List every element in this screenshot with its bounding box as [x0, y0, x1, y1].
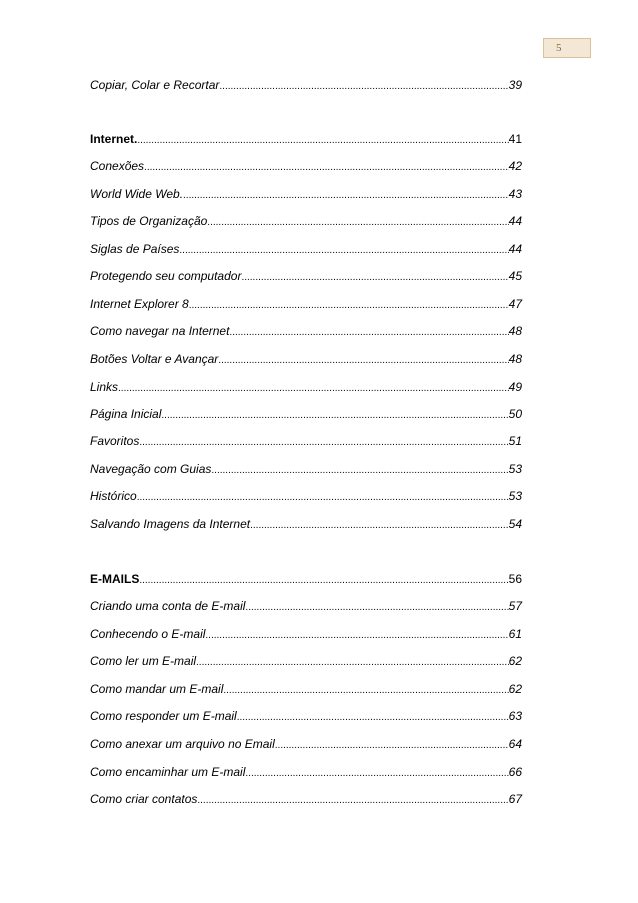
- toc-entry-page: 53: [508, 462, 522, 476]
- toc-entry: [90, 324, 522, 342]
- toc-entry-title: Criando uma conta de E-mail: [90, 599, 246, 613]
- toc-entry: [90, 242, 522, 260]
- toc-entry: [90, 78, 522, 96]
- toc-entry: [90, 572, 522, 590]
- toc-entry: [90, 434, 522, 452]
- toc-entry-page: 43: [508, 187, 522, 201]
- toc-entry-page: 42: [508, 159, 522, 173]
- dot-leader: [189, 300, 509, 311]
- toc-entry-page: 63: [508, 709, 522, 723]
- toc-entry-title: Internet.: [90, 132, 138, 146]
- toc-entry-title: Como ler um E-mail: [90, 654, 197, 668]
- toc-entry: [90, 489, 522, 507]
- dot-leader: [179, 245, 508, 256]
- toc-entry-title: Links: [90, 380, 119, 394]
- toc-entry: [90, 407, 522, 425]
- dot-leader: [219, 81, 508, 92]
- toc-entry-title: Internet Explorer 8: [90, 297, 189, 311]
- toc-entry-page: 49: [508, 380, 522, 394]
- toc-entry: [90, 269, 522, 287]
- toc-entry-page: 64: [508, 737, 522, 751]
- toc-entry: [90, 627, 522, 645]
- toc-entry-title: Salvando Imagens da Internet: [90, 517, 251, 531]
- toc-entry-page: 61: [508, 627, 522, 641]
- toc-entry-page: 53: [508, 489, 522, 503]
- dot-leader: [211, 465, 508, 476]
- dot-leader: [161, 410, 508, 421]
- toc-entry-title: Como responder um E-mail: [90, 709, 237, 723]
- toc-entry-title: Copiar, Colar e Recortar: [90, 78, 220, 92]
- toc-entry-title: Como anexar um arquivo no Email: [90, 737, 275, 751]
- dot-leader: [223, 685, 508, 696]
- toc-entry: [90, 187, 522, 205]
- toc-entry-page: 51: [508, 434, 522, 448]
- toc-entry: [90, 599, 522, 617]
- toc-entry-page: 62: [508, 682, 522, 696]
- toc-entry-page: 44: [508, 214, 522, 228]
- toc-entry-title: Como encaminhar um E-mail: [90, 765, 246, 779]
- dot-leader: [137, 492, 509, 503]
- toc-entry-title: Como navegar na Internet: [90, 324, 230, 338]
- dot-leader: [241, 272, 508, 283]
- dot-leader: [196, 657, 509, 668]
- toc-entry: [90, 792, 522, 810]
- dot-leader: [139, 575, 508, 586]
- toc-entry-title: Como criar contatos: [90, 792, 198, 806]
- toc-entry: [90, 709, 522, 727]
- toc-entry-page: 57: [508, 599, 522, 613]
- toc-entry-title: Histórico: [90, 489, 137, 503]
- toc-entry: [90, 132, 522, 150]
- toc-entry-page: 45: [508, 269, 522, 283]
- toc-entry: [90, 297, 522, 315]
- dot-leader: [207, 217, 508, 228]
- dot-leader: [250, 520, 509, 531]
- dot-leader: [183, 190, 509, 201]
- dot-leader: [229, 327, 508, 338]
- toc-entry: [90, 214, 522, 232]
- toc-entry-title: Siglas de Países: [90, 242, 180, 256]
- toc-entry-page: 62: [508, 654, 522, 668]
- toc-entry-page: 47: [508, 297, 522, 311]
- dot-leader: [245, 768, 508, 779]
- toc-entry: [90, 462, 522, 480]
- page-number-badge: 5: [543, 38, 591, 58]
- dot-leader: [218, 355, 508, 366]
- toc-entry: [90, 380, 522, 398]
- toc-entry: [90, 682, 522, 700]
- toc-entry-page: 50: [508, 407, 522, 421]
- dot-leader: [118, 383, 509, 394]
- toc-entry-title: Tipos de Organização: [90, 214, 208, 228]
- toc-entry-page: 48: [508, 324, 522, 338]
- toc-entry-title: Navegação com Guias: [90, 462, 212, 476]
- toc-entry: [90, 765, 522, 783]
- toc-entry: [90, 517, 522, 535]
- toc-entry-page: 41: [508, 132, 522, 146]
- toc-entry-page: 54: [508, 517, 522, 531]
- toc-entry-page: 48: [508, 352, 522, 366]
- toc-entry-page: 66: [508, 765, 522, 779]
- toc-entry: [90, 737, 522, 755]
- toc-entry-page: 67: [508, 792, 522, 806]
- dot-leader: [137, 135, 508, 146]
- toc-entry-page: 44: [508, 242, 522, 256]
- toc-entry: [90, 654, 522, 672]
- toc-entry: [90, 352, 522, 370]
- dot-leader: [245, 602, 508, 613]
- toc-entry-title: Conexões: [90, 159, 145, 173]
- toc-entry: [90, 159, 522, 177]
- dot-leader: [237, 712, 509, 723]
- dot-leader: [139, 437, 508, 448]
- dot-leader: [205, 630, 508, 641]
- dot-leader: [144, 162, 509, 173]
- toc-entry-title: Favoritos: [90, 434, 140, 448]
- toc-entry-page: 39: [508, 78, 522, 92]
- toc-entry-title: World Wide Web.: [90, 187, 184, 201]
- toc-entry-title: Protegendo seu computador: [90, 269, 242, 283]
- dot-leader: [275, 740, 509, 751]
- toc-entry-title: Conhecendo o E-mail: [90, 627, 206, 641]
- toc-entry-title: Como mandar um E-mail: [90, 682, 224, 696]
- toc-entry-title: Página Inicial: [90, 407, 162, 421]
- toc-entry-title: Botões Voltar e Avançar: [90, 352, 219, 366]
- dot-leader: [197, 795, 508, 806]
- toc-entry-title: E-MAILS: [90, 572, 140, 586]
- toc-entry-page: 56: [508, 572, 522, 586]
